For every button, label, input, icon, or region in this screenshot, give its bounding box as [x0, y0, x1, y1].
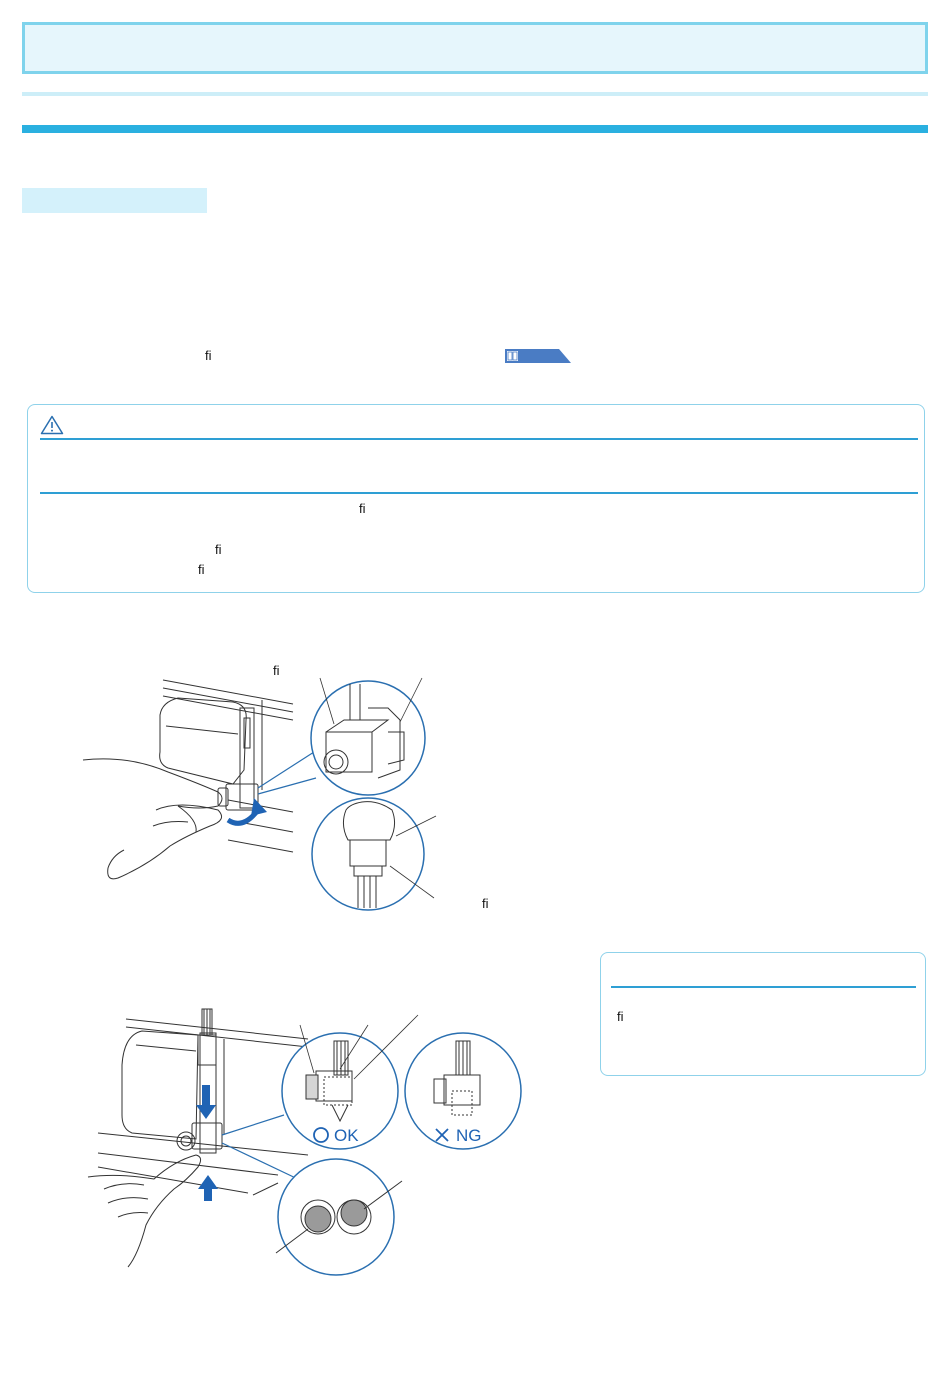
- header-divider-light: [22, 92, 928, 96]
- header-divider-main: [22, 125, 928, 133]
- warning-triangle-icon: [40, 415, 64, 435]
- ok-label: OK: [334, 1126, 359, 1145]
- memo-rule: [611, 986, 916, 988]
- notice-rule-top: [40, 438, 918, 440]
- text-fragment: ﬁ: [273, 663, 280, 678]
- memo-box: [600, 952, 926, 1076]
- text-fragment: ﬁ: [198, 562, 205, 577]
- caution-notice: [27, 404, 925, 593]
- text-fragment: ﬁ: [359, 501, 366, 516]
- header-title-box: [22, 22, 928, 74]
- text-fragment: ﬁ: [205, 348, 212, 363]
- section-heading-tab: [22, 188, 207, 213]
- text-fragment: ﬁ: [482, 896, 489, 911]
- text-fragment: ﬁ: [215, 542, 222, 557]
- figure-insert-cutter: [78, 1005, 528, 1283]
- notice-rule-bottom: [40, 492, 918, 494]
- text-fragment: ﬁ: [617, 1009, 624, 1024]
- reference-link[interactable]: [505, 349, 571, 363]
- book-icon: [507, 351, 518, 361]
- figure-open-holder: [78, 660, 508, 920]
- ng-label: NG: [456, 1126, 482, 1145]
